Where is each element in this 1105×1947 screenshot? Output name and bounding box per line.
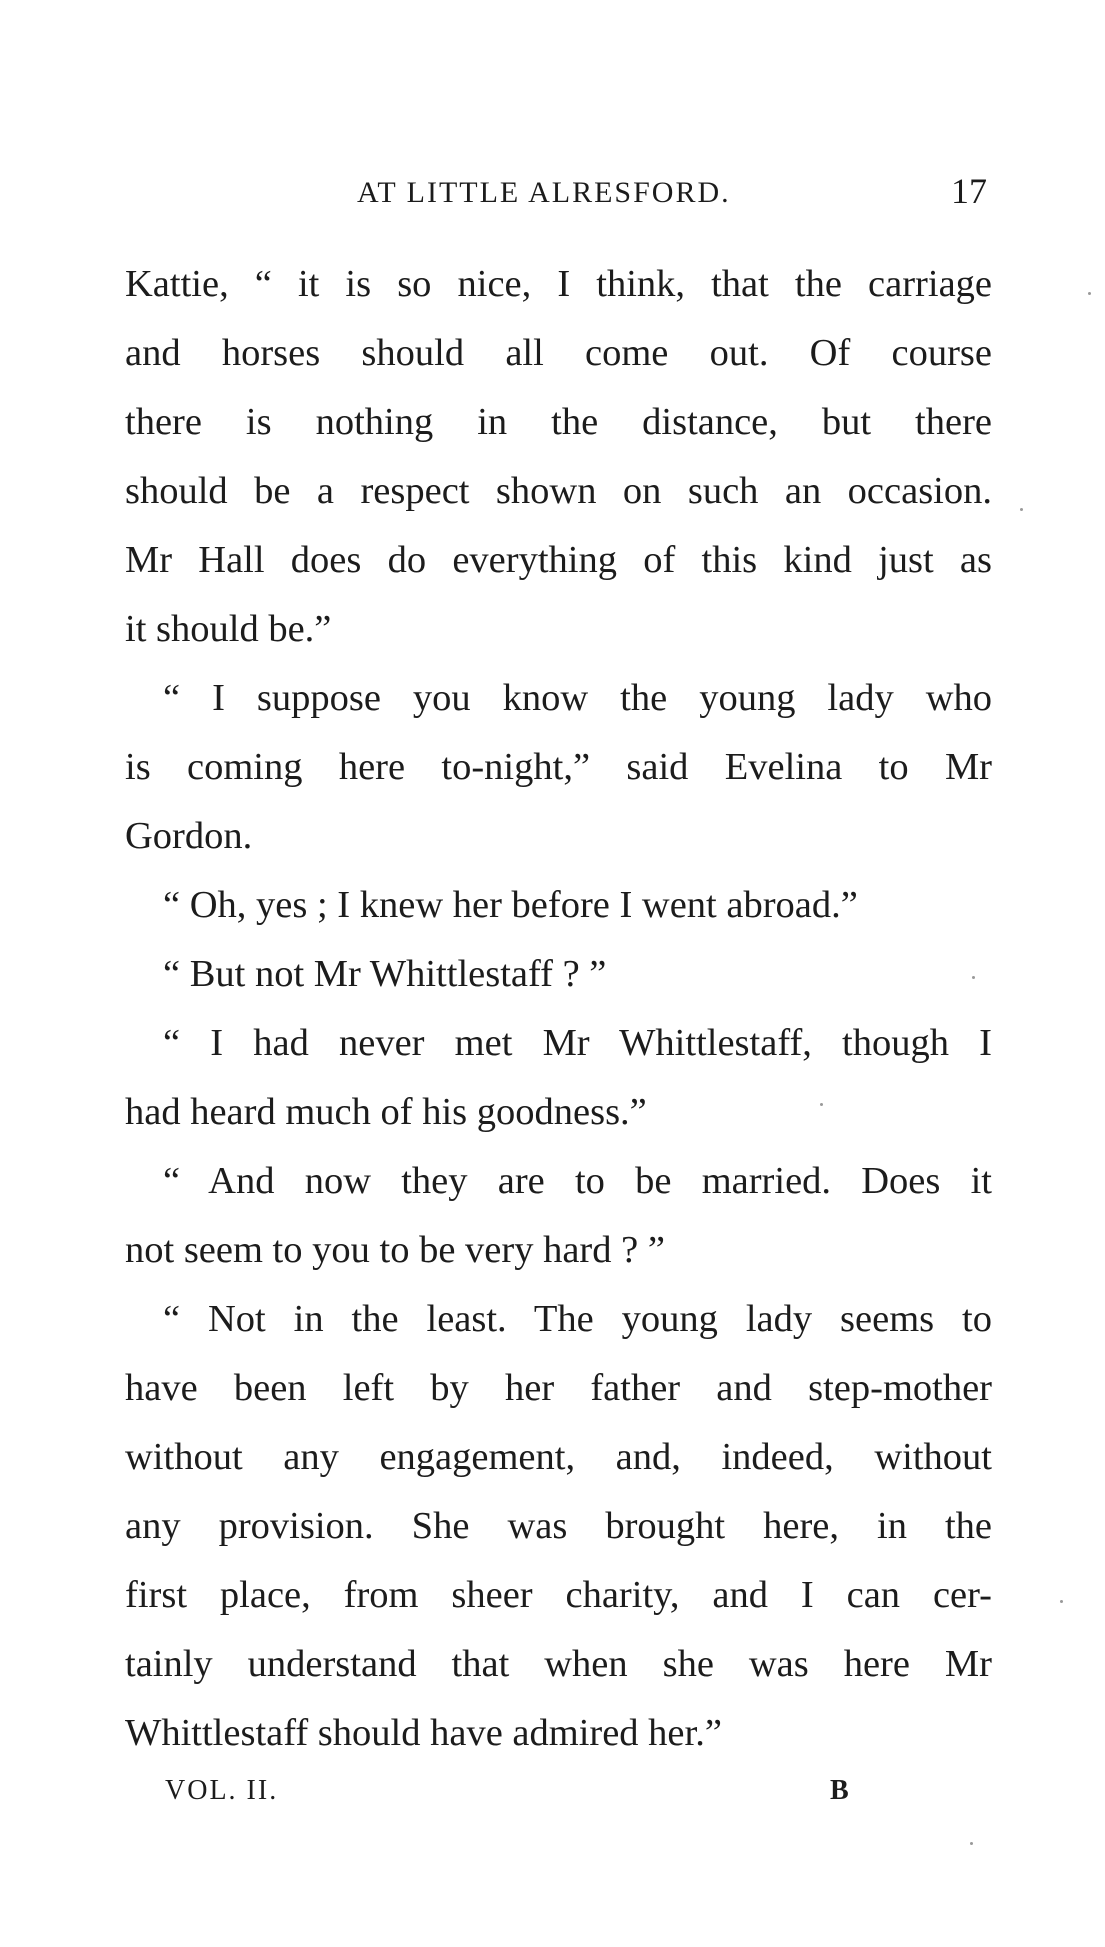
text-line: it should be.”: [125, 608, 332, 650]
text-line: “ But not Mr Whittlestaff ? ”: [163, 953, 607, 995]
paper-speck: [820, 1103, 823, 1106]
paper-speck: [1020, 508, 1023, 511]
text-line: Whittlestaff should have admired her.”: [125, 1712, 722, 1754]
text-line: first place, from sheer charity, and I can cer-: [125, 1574, 992, 1616]
text-line: Kattie, “ it is so nice, I think, that the carriage: [125, 263, 992, 305]
text-line: and horses should all come out. Of course: [125, 332, 992, 374]
text-line: without any engagement, and, indeed, without: [125, 1436, 992, 1478]
text-line: have been left by her father and step-mother: [125, 1367, 992, 1409]
text-line: “ And now they are to be married. Does it: [163, 1160, 992, 1202]
paper-speck: [972, 976, 975, 979]
text-line: had heard much of his goodness.”: [125, 1091, 647, 1133]
text-line: “ Oh, yes ; I knew her before I went abroad.”: [163, 884, 858, 926]
text-line: any provision. She was brought here, in the: [125, 1505, 992, 1547]
running-head: [125, 170, 995, 220]
text-line: there is nothing in the distance, but there: [125, 401, 992, 443]
text-line: Mr Hall does do everything of this kind just as: [125, 539, 992, 581]
text-line: “ I had never met Mr Whittlestaff, though I: [163, 1022, 992, 1064]
volume-signature: VOL. II.: [165, 1775, 279, 1806]
text-line: should be a respect shown on such an occasion.: [125, 470, 992, 512]
page-footer: [165, 1775, 865, 1815]
paper-speck: [970, 1842, 973, 1845]
paper-speck: [1088, 292, 1091, 295]
body-text: [125, 250, 992, 1768]
text-line: “ Not in the least. The young lady seems to: [163, 1298, 992, 1340]
gathering-signature: B: [830, 1775, 849, 1806]
text-line: Gordon.: [125, 815, 253, 857]
text-line: not seem to you to be very hard ? ”: [125, 1229, 665, 1271]
text-line: tainly understand that when she was here Mr: [125, 1643, 992, 1685]
running-title: AT LITTLE ALRESFORD.: [357, 176, 731, 209]
page-number: 17: [951, 171, 987, 211]
text-line: is coming here to-night,” said Evelina to Mr: [125, 746, 992, 788]
paper-speck: [1060, 1600, 1063, 1603]
text-line: “ I suppose you know the young lady who: [163, 677, 992, 719]
